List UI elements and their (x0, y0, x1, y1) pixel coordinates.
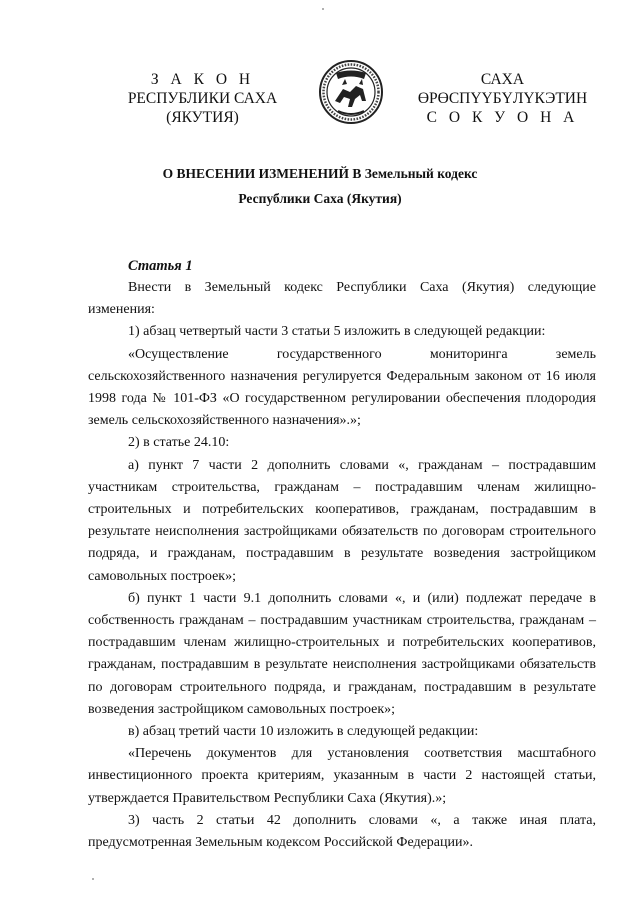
paragraph: 1) абзац четвертый части 3 статьи 5 изложить в следующей редакции: (128, 324, 546, 340)
header-left (100, 70, 305, 127)
header-right (395, 70, 610, 127)
paragraph: 3) часть 2 статьи 42 дополнить словами «, а также иная плата, предусмотренная Земельным кодексом Российской Федерации». (88, 812, 596, 851)
document-title-line2: Республики Саха (Якутия) (238, 191, 402, 206)
document-title-line1: О ВНЕСЕНИИ ИЗМЕНЕНИЙ В Земельный кодекс (162, 166, 478, 181)
republic-name-sakha: САХА ӨРӨСПҮҮБҮЛҮКЭТИН (417, 71, 588, 107)
law-title-ru: З А К О Н (150, 71, 255, 88)
document-body (88, 277, 596, 854)
paragraph: а) пункт 7 части 2 дополнить словами «, гражданам – пострадавшим участникам строительства, гражданам – пострадавшим членам жилищно-строительных и потребительских кооперативов, гражданам, пострадавшим в результате неисполнения застройщиками обязательств по договорам строительного подряда, и гражданам, пострадавшим в результате возведения застройщиком самовольных построек»; (88, 457, 596, 584)
law-title-sakha: С О К У О Н А (426, 109, 579, 126)
republic-name-ru: РЕСПУБЛИКИ САХА (ЯКУТИЯ) (127, 90, 278, 126)
paragraph: «Осуществление государственного мониторинга земель сельскохозяйственного назначения регулируется Федеральным законом от 16 июля 1998 года № 101-ФЗ «О государственном регулировании обеспечения плодородия земель сельскохозяйственного назначения».»; (88, 346, 596, 429)
article-heading: Статья 1 (128, 258, 193, 274)
paragraph: «Перечень документов для установления соответствия масштабного инвестиционного проекта критериям, указанным в части 2 настоящей статьи, утверждается Правительством Республики Саха (Якутия).»; (88, 746, 596, 806)
paragraph: Внести в Земельный кодекс Республики Саха (Якутия) следующие изменения: (88, 280, 596, 318)
paragraph: 2) в статье 24.10: (128, 435, 230, 451)
paragraph: б) пункт 1 части 9.1 дополнить словами «, и (или) подлежат передаче в собственность гражданам – пострадавшим участникам строительства, гражданам – пострадавшим членам жилищно-строительных и потребительских кооперативов, гражданам, пострадавшим в результате неисполнения застройщиками обязательств по договорам строительного подряда, и гражданам, пострадавшим в результате возведения застройщиком самовольных построек»; (88, 590, 596, 717)
coat-of-arms-emblem (318, 59, 384, 125)
scan-speck (92, 878, 94, 880)
scan-speck (322, 8, 324, 10)
paragraph: в) абзац третий части 10 изложить в следующей редакции: (128, 724, 479, 740)
